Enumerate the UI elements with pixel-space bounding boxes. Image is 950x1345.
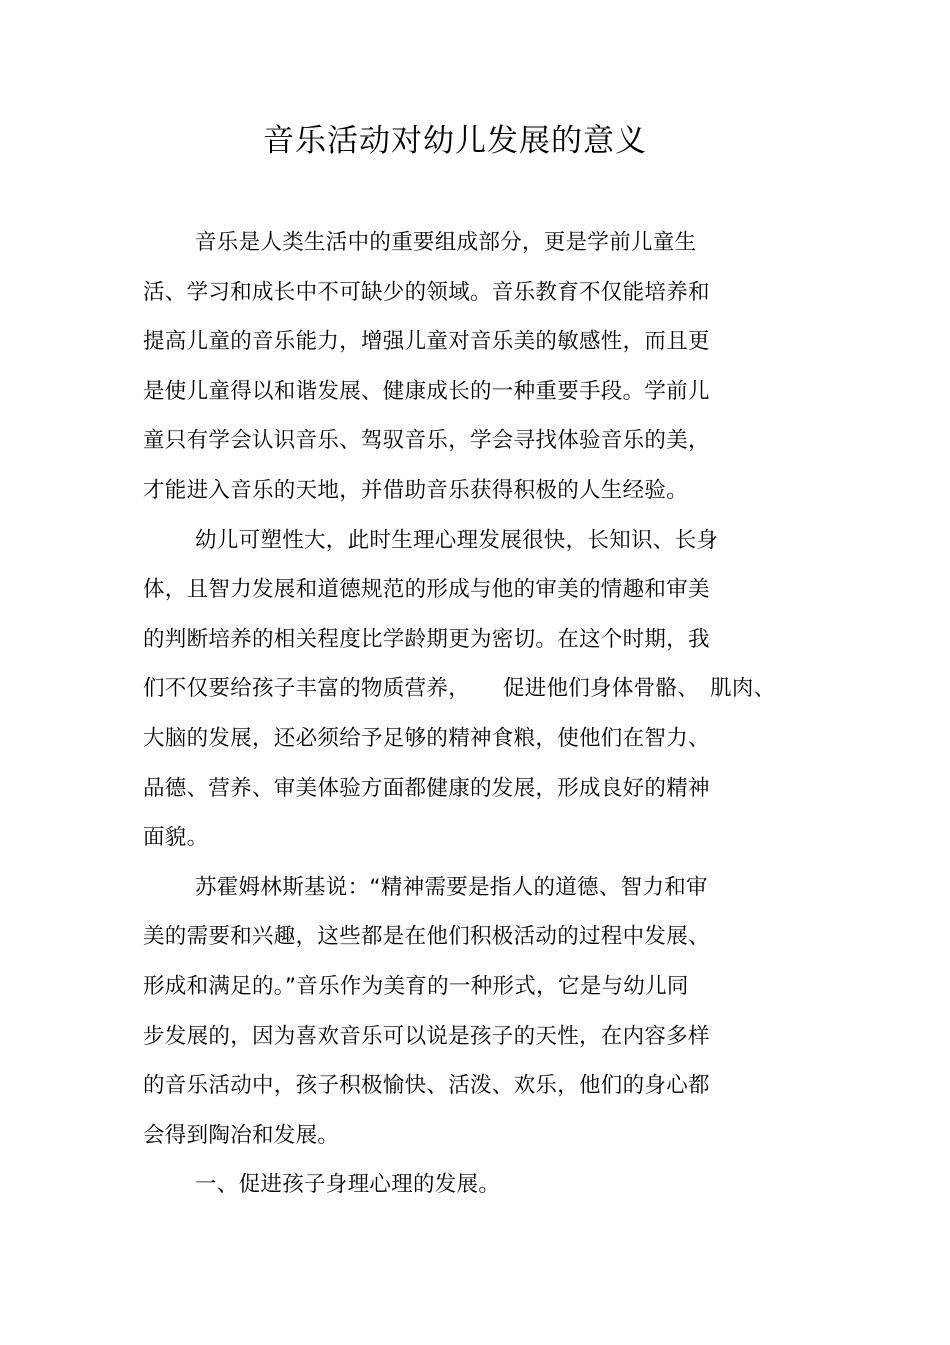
document-body <box>143 218 823 1210</box>
paragraph-first-line: 一、促进孩子身理心理的发展。 <box>195 1172 501 1198</box>
paragraph-line: 大脑的发展，还必须给予足够的精神食粮，使他们在智力、 <box>143 725 710 751</box>
paragraph-first-line: 幼儿可塑性大，此时生理心理发展很快，长知识、长身 <box>195 527 719 553</box>
paragraph-line: 品德、营养、审美体验方面都健康的发展，形成良好的精神 <box>143 775 710 801</box>
paragraph-line: 童只有学会认识音乐、驾驭音乐，学会寻找体验音乐的美， <box>143 428 710 454</box>
paragraph-line: 体，且智力发展和道德规范的形成与他的审美的情趣和审美 <box>143 577 710 603</box>
paragraph-line: 步发展的，因为喜欢音乐可以说是孩子的天性，在内容多样 <box>143 1023 710 1049</box>
paragraph-line: 是使儿童得以和谐发展、健康成长的一种重要手段。学前儿 <box>143 378 710 404</box>
paragraph-line: 提高儿童的音乐能力，增强儿童对音乐美的敏感性，而且更 <box>143 329 710 355</box>
paragraph-line: 面貌。 <box>143 825 209 851</box>
paragraph-line: 形成和满足的。”音乐作为美育的一种形式，它是与幼儿同 <box>143 973 689 999</box>
paragraph-line: 们不仅要给孩子丰富的物质营养， 促进他们身体骨骼、 肌肉、 <box>143 676 776 702</box>
paragraph-line: 活、学习和成长中不可缺少的领域。音乐教育不仅能培养和 <box>143 279 710 305</box>
paragraph-line: 的音乐活动中，孩子积极愉快、活泼、欢乐，他们的身心都 <box>143 1073 710 1099</box>
paragraph-line: 的判断培养的相关程度比学龄期更为密切。在这个时期，我 <box>143 626 710 652</box>
paragraph-line: 会得到陶冶和发展。 <box>143 1122 340 1148</box>
document-title: 音乐活动对幼儿发展的意义 <box>263 123 647 159</box>
paragraph-line: 美的需要和兴趣，这些都是在他们积极活动的过程中发展、 <box>143 924 710 950</box>
paragraph-line: 才能进入音乐的天地，并借助音乐获得积极的人生经验。 <box>143 477 689 503</box>
paragraph-first-line: 音乐是人类生活中的重要组成部分，更是学前儿童生 <box>195 230 697 255</box>
paragraph-first-line: 苏霍姆林斯基说：“精神需要是指人的道德、智力和审 <box>195 874 708 900</box>
